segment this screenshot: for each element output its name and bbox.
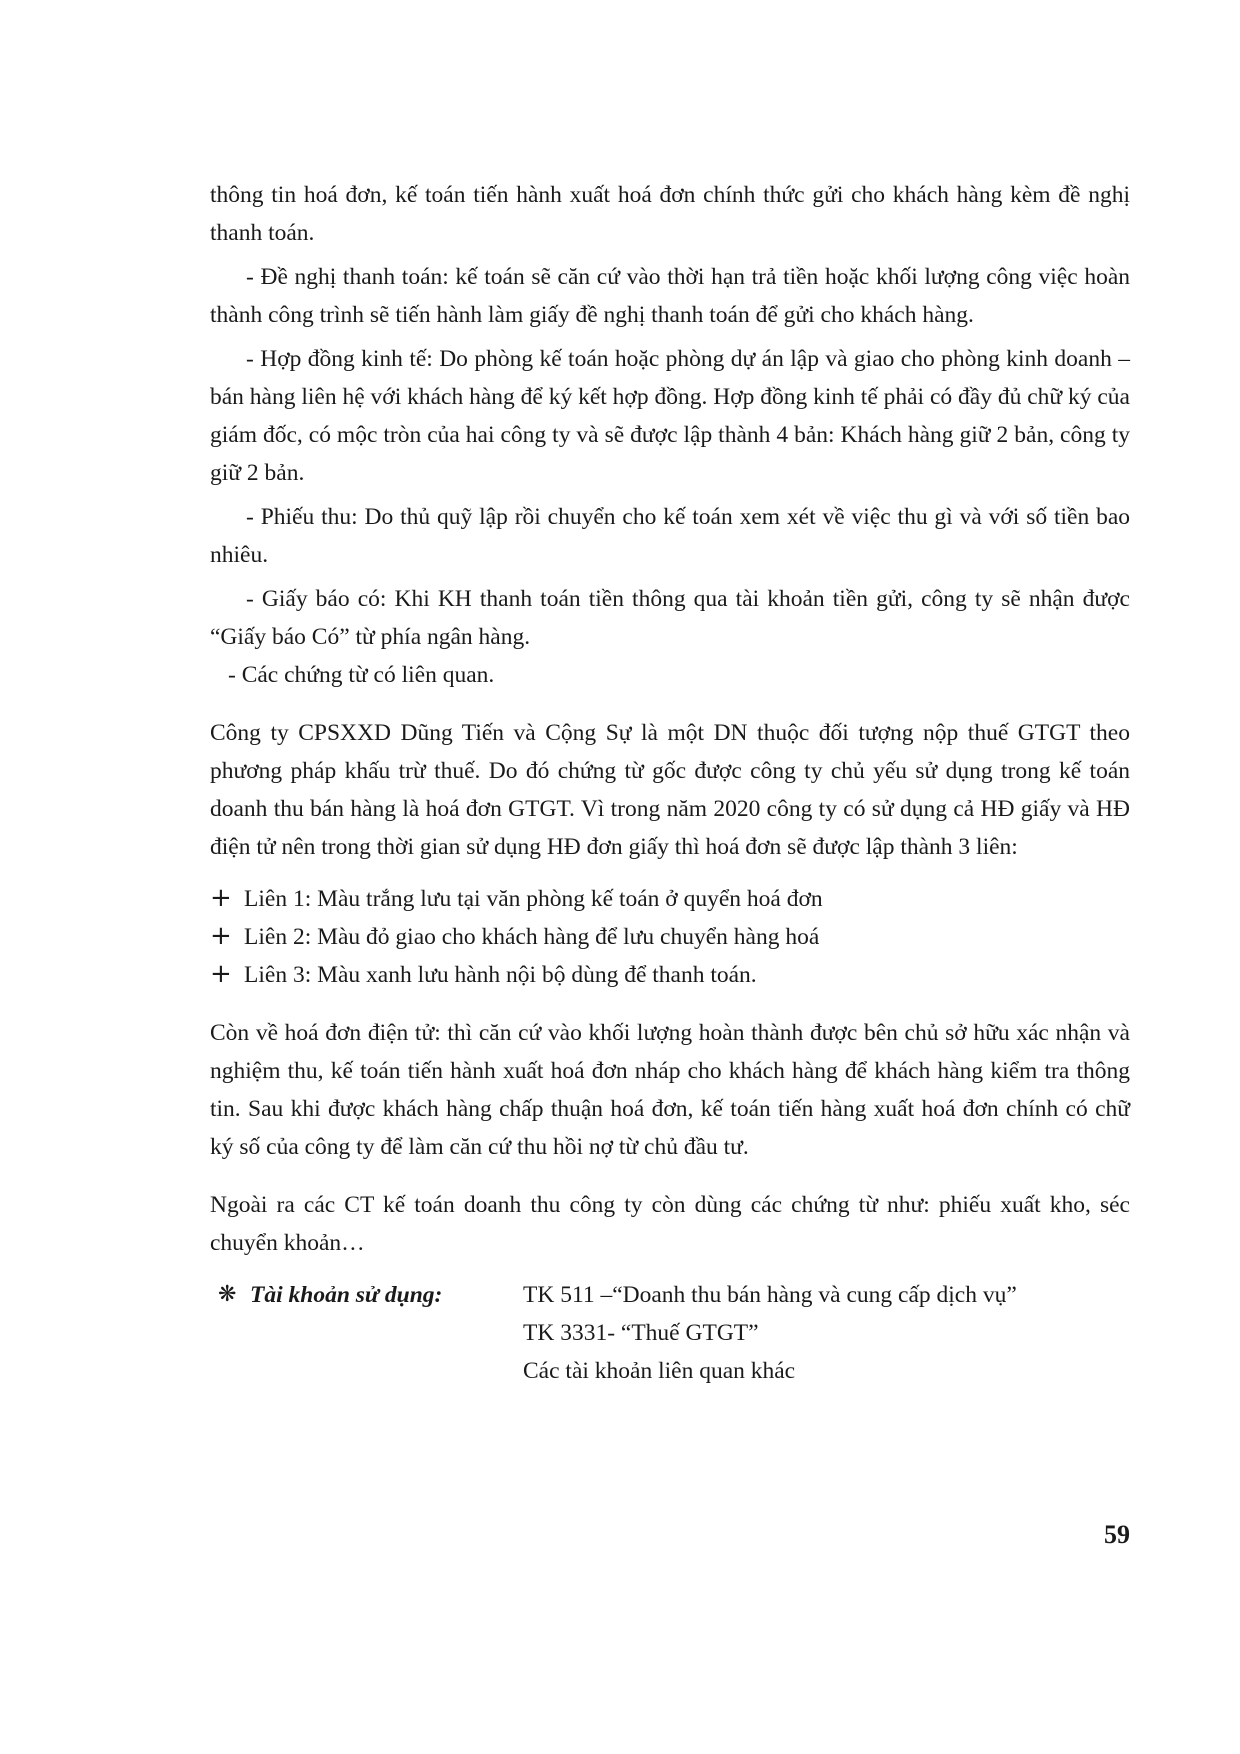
paragraph-vat-invoice: Công ty CPSXXD Dũng Tiến và Cộng Sự là một DN thuộc đối tượng nộp thuế GTGT theo phương pháp khấu trừ thuế. Do đó chứng từ gốc được công ty chủ yếu sử dụng trong kế toán doanh thu bán hàng là hoá đơn GTGT. Vì trong năm 2020 công ty có sử dụng cả HĐ giấy và HĐ điện tử nên trong thời gian sử dụng HĐ đơn giấy thì hoá đơn sẽ được lập thành 3 liên:: [210, 720, 1130, 860]
list-item-text: Liên 2: Màu đỏ giao cho khách hàng để lưu chuyển hàng hoá: [244, 924, 820, 950]
page-number: 59: [1104, 1520, 1130, 1549]
account-511: TK 511 –“Doanh thu bán hàng và cung cấp dịch vụ”: [523, 1282, 1017, 1308]
account-other: Các tài khoản liên quan khác: [523, 1358, 796, 1384]
paragraph-other-documents: Ngoài ra các CT kế toán doanh thu công ty còn dùng các chứng từ như: phiếu xuất kho, séc chuyển khoản…: [210, 1192, 1130, 1256]
paragraph-continued: thông tin hoá đơn, kế toán tiến hành xuất hoá đơn chính thức gửi cho khách hàng kèm đề nghị thanh toán.: [210, 182, 1130, 246]
invoice-copies-list: [210, 880, 1130, 994]
list-item-text: Liên 1: Màu trắng lưu tại văn phòng kế toán ở quyển hoá đơn: [244, 886, 823, 912]
plus-icon: +: [210, 883, 232, 913]
page-body: [210, 176, 1130, 1396]
list-item: [210, 880, 1130, 918]
list-item: [210, 918, 1130, 956]
paragraph-e-invoice: Còn về hoá đơn điện tử: thì căn cứ vào khối lượng hoàn thành được bên chủ sở hữu xác nhận và nghiệm thu, kế toán tiến hành xuất hoá đơn nháp cho khách hàng để khách hàng kiểm tra thông tin. Sau khi được khách hàng chấp thuận hoá đơn, kế toán tiến hàng xuất hoá đơn chính có chữ ký số của công ty để làm căn cứ thu hồi nợ từ chủ đầu tư.: [210, 1020, 1130, 1160]
list-item-text: Liên 3: Màu xanh lưu hành nội bộ dùng để thanh toán.: [244, 962, 757, 988]
item-credit-note: - Giấy báo có: Khi KH thanh toán tiền thông qua tài khoản tiền gửi, công ty sẽ nhận được “Giấy báo Có” từ phía ngân hàng.: [210, 586, 1130, 650]
accounts-used: [210, 1276, 1130, 1396]
list-item: [210, 956, 1130, 994]
item-payment-request: - Đề nghị thanh toán: kế toán sẽ căn cứ vào thời hạn trả tiền hoặc khối lượng công việc hoàn thành công trình sẽ tiến hành làm giấy đề nghị thanh toán để gửi cho khách hàng.: [210, 264, 1130, 328]
account-3331: TK 3331- “Thuế GTGT”: [523, 1320, 759, 1346]
item-economic-contract: - Hợp đồng kinh tế: Do phòng kế toán hoặc phòng dự án lập và giao cho phòng kinh doanh – bán hàng liên hệ với khách hàng để ký kết hợp đồng. Hợp đồng kinh tế phải có đầy đủ chữ ký của giám đốc, có mộc tròn của hai công ty và sẽ được lập thành 4 bản: Khách hàng giữ 2 bản, công ty giữ 2 bản.: [210, 346, 1130, 486]
plus-icon: +: [210, 921, 232, 951]
plus-icon: +: [210, 959, 232, 989]
accounts-label: Tài khoản sử dụng:: [250, 1282, 443, 1308]
asterisk-icon: ❋: [218, 1282, 237, 1307]
item-receipt: - Phiếu thu: Do thủ quỹ lập rồi chuyển cho kế toán xem xét về việc thu gì và với số tiền bao nhiêu.: [210, 504, 1130, 568]
item-related-docs: - Các chứng từ có liên quan.: [228, 662, 495, 688]
